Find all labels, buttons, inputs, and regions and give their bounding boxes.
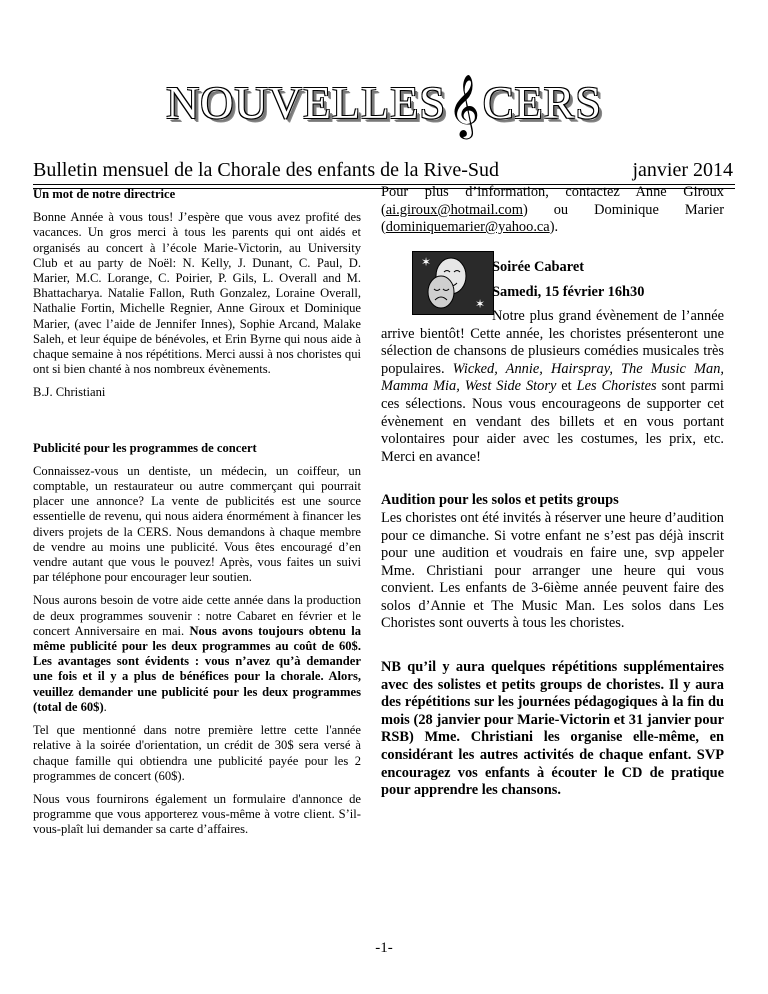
director-heading: Un mot de notre directrice: [33, 187, 176, 201]
cabaret-show-last: Les Choristes: [576, 378, 657, 395]
ads-paragraph-2-end: .: [103, 699, 107, 714]
cabaret-text-c: sont parmi ces sélections. Nous vous encourageons de supporter cet évènement en vendant des billets et en vous portant volontaires pour aider avec les costumes, les prix, etc. Merci en avance!: [381, 378, 724, 465]
svg-text:✶: ✶: [421, 255, 432, 269]
cabaret-title: Soirée Cabaret: [492, 258, 585, 275]
email-link-dominique[interactable]: dominiquemarier@yahoo.ca: [385, 219, 550, 236]
cabaret-paragraph: [381, 308, 724, 466]
contact-info-c: ).: [549, 219, 559, 236]
ads-paragraph-2-intro: Nous aurons besoin de votre aide cette année dans la production de deux programmes souvenir : notre Cabaret en février et le concert Anniversaire en mai.: [33, 593, 361, 638]
cabaret-date: Samedi, 15 février 16h30: [492, 284, 645, 301]
cabaret-shows: Wicked, Annie, Hairspray, The Music Man, Mamma Mia, West Side Story: [381, 360, 724, 395]
audition-paragraph: Les choristes ont été invités à réserver une heure d’audition pour ce dimanche. Si votre enfant ne s’est pas déjà inscrit pour une audition et voudrais en faire une, svp appeler Mme. Christiani pour arranger une heure qui vous convient. Les enfants de 3-6ième année peuvent faire des solos d’Annie et The Music Man. Les solos dans Les Choristes sont ouverts à tous les choristes.: [381, 509, 724, 632]
email-link-anne[interactable]: ai.giroux@hotmail.com: [385, 201, 523, 218]
ads-paragraph-2: [33, 593, 361, 715]
nb-paragraph: NB qu’il y aura quelques répétitions supplémentaires avec des solistes et petits groups de choristes. Il y aura des répétitions sur les journées pédagogiques à la fin du mois (28 janvier pour Marie-Victorin et 31 janvier pour RSB) Mme. Christiani les organise elle-même, en considérant les autres activités de chaque enfant. SVP encouragez vos enfants à écouter le CD de pratique pour apprendre les chansons.: [381, 659, 724, 799]
contact-info-a: Pour plus d’information, contactez Anne Giroux (: [381, 184, 724, 218]
director-paragraph: Bonne Année à vous tous! J’espère que vous avez profité des vacances. Un gros merci à tous les parents qui ont aidés et organisés au concert à l’école Marie-Victorin, au University Club et au party de Noël: N. Kelly, J. Dunant, C. Paul, D. Marier, M.C. Lorange, C. Poirier, P. Gils, L. Overall and M. Bhattacharya. Natalie Fallon, Ruth Gonzalez, Loraine Overall, Nathalie Fortin, Michelle Regnier, Anne Giroux et Dominique Marier, (avec l’aide de Jennifer Innes), Sophie Arcand, Malake Saleh, et leur équipe de bénévoles, et Erin Byrne qui nous aide à chaque semaine à nos répétitions. Merci aussi à nos choristes qui ont si bien chanté à nos nombreux évènements.: [33, 210, 361, 377]
director-signature: B.J. Christiani: [33, 385, 106, 400]
svg-text:✶: ✶: [475, 297, 486, 311]
newsletter-subtitle: Bulletin mensuel de la Chorale des enfants de la Rive-Sud: [33, 159, 499, 181]
ads-paragraph-2-bold: Nous avons toujours obtenu la même publicité pour les deux programmes au coût de 60$. Les avantages sont évidents : vous n’avez qu’à demander une fois et il y a plus de bénéfices pour la chorale. Alors, veuillez demander une publicité pour les deux programmes (total de 60$): [33, 623, 361, 714]
left-column: [33, 184, 361, 838]
ads-heading: Publicité pour les programmes de concert: [33, 440, 257, 455]
audition-title: Audition pour les solos et petits groups: [381, 492, 619, 509]
ads-paragraph-3: Tel que mentionné dans notre première lettre cette l'année relative à la soirée d'orientation, un crédit de 30$ sera versé à chaque famille qui obtiendra une publicité payée pour les 2 programmes de concert (60$).: [33, 723, 361, 783]
right-column: [381, 184, 724, 800]
page-number: -1-: [375, 940, 393, 956]
ads-paragraph-1: Connaissez-vous un dentiste, un médecin, un coiffeur, un comptable, un restaurateur ou autre commerçant qui pourrait placer une annonce? La vente de publicités est une source essentielle de revenu, qui nous aidera énormément à financer les divers projets de la CERS. Nous demandons à chaque membre de vendre au moins une publicité. Vous êtes encouragé d’en vendre autant que vous le pouvez! Après, vous faites un suivi par téléphone pour encourager leur soutien.: [33, 463, 361, 585]
masthead: [0, 74, 768, 138]
contact-info-b: ) ou Dominique Marier (: [381, 201, 724, 236]
treble-clef-icon: 𝄞: [447, 74, 481, 137]
cabaret-text-b: et: [556, 378, 577, 395]
masthead-word-right: CERS: [482, 77, 602, 128]
contact-info: [381, 184, 724, 237]
ads-paragraph-4: Nous vous fournirons également un formulaire d'annonce de programme que vous apporterez vous-même à votre client. S’il-vous-plaît lui demander sa carte d’affaires.: [33, 791, 361, 837]
cabaret-text-a: Notre plus grand évènement de l’année arrive bientôt! Cette année, les choristes présenteront une sélection de chansons de plusieurs comédies musicales très populaires.: [381, 307, 724, 377]
issue-date: janvier 2014: [632, 159, 733, 181]
masthead-word-left: NOUVELLES: [166, 77, 446, 128]
subtitle-row: [33, 159, 733, 185]
